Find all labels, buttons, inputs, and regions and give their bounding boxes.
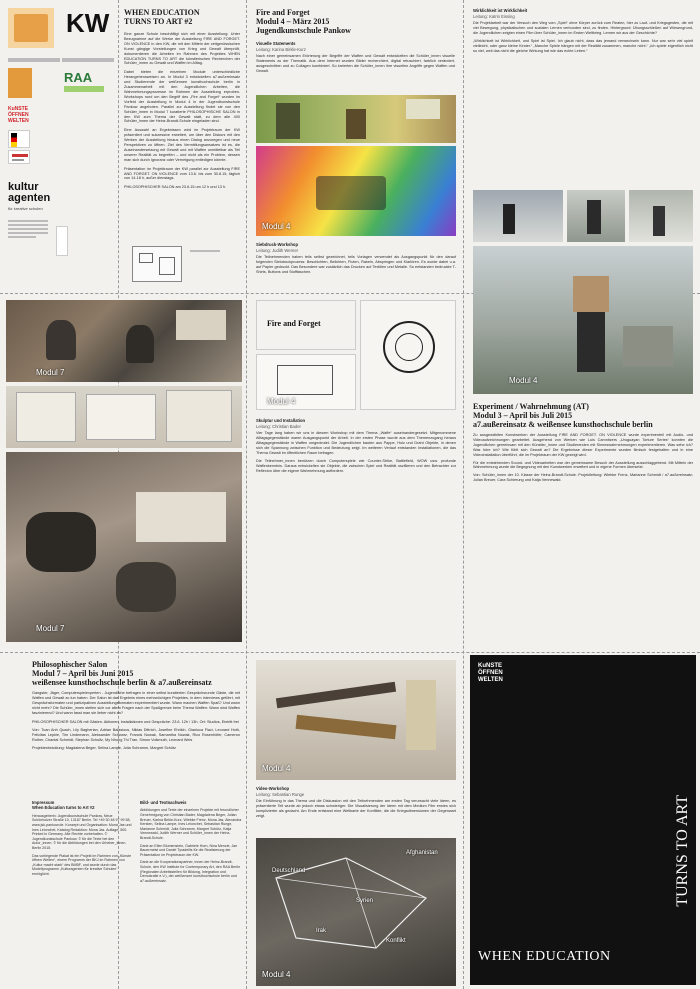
modul-4-title: Modul 4 – März 2015 [256, 17, 330, 26]
wirklichkeit-quotes: „Wirklichkeit ist Wirklichkeit, und Spiel ist Spiel. Ich glaub nicht, dass das jemand verwechseln kann. Nur war sehr viel spielt vielleicht, oder ganz kleine Kinder.“ „Manche Spiele hängen mit der Realität zusammen, manche nicht.“ „Ich spiele eigentlich nicht so viel, weil das nicht die gleiche Wirkung hat wie das echte Leben.“ [473, 39, 693, 53]
wirklichkeit-title: Wirklichkeit ist Wirklichkeit [473, 8, 528, 13]
logo-caption [8, 58, 60, 62]
video-workshop-text: Die Einführung in das Thema und die Diskussion mit den Teilnehmenden am ersten Tag verursacht viele Ideen, es präsentierte Teil wurde ab jedoch etwas schwieriger. Die Visualisierung der Ideen mit dem Medium Film erwies sich komplizierter als gedacht. Am Ende entstand eine Weltkarte der Konflikte, die die Kriegsdimensionen der Gegenwart zeigt. [256, 799, 456, 819]
poster-main-title: WHEN EDUCATION [478, 949, 611, 964]
skulptur-lead: Leitung: Christian Bader [256, 424, 301, 430]
partner-logo-jsk [8, 68, 32, 98]
jsk-pankow-title: Jugendkunstschule Pankow [256, 26, 351, 35]
credits-section [140, 800, 242, 883]
salon-title: Philosophischer Salon [32, 660, 108, 669]
salon-credits: Von: Tuan Anh Quach, Lily Bagherian, Adrian Balasious, Niklas Dittrich, Josefine Ehrlich, Gianluca Flaci, Leonard Hoth, Felicitas Lepkie, Tim Lindemann, Aleksander Schwarz, Francis Nowak, Samantha Nowak, Rico Rosenhöfer, Cameron Rother, Chantal Schmidt, Stephan Schultz, My Nhung Thi Tran, Simon Volkmuth, Leonard Weis [32, 728, 240, 743]
partner-logo-orange [8, 8, 54, 48]
intro-paragraph-5: PHILOSOPHISCHER SALON am 23.6.15 um 12 h und 13 h. [124, 185, 227, 190]
floor-plan-sketch [132, 246, 182, 282]
credits-title: Bild- und Textnachweis [140, 800, 187, 805]
label-modul-4-wirk: Modul 4 [509, 376, 538, 385]
salon-section [32, 660, 240, 751]
intro-title [124, 8, 240, 26]
kofw-logo-small: KuNSTE ÖFFNEN WELTEN [8, 106, 29, 124]
intro-title-line2: TURNS TO ART #2 [124, 17, 193, 26]
experiment-text-2: Für die entstehenden Sound- und Videoarbeiten war der gemeinsame Besuch der Ausstellung ausschlaggebend. Mit Mitteln der Wahrnehmung wurde die Begegnung mit den Kunstwerken erweitert und in eigene Formen übersetzt. [473, 460, 693, 470]
salon-lead: Projektentwicklung: Magdalena Beger, Selina Lampe, Julia Schramm, Margret Schütz [32, 746, 176, 751]
label-modul-7-b: Modul 7 [36, 624, 65, 633]
intro-paragraph-4: Präsentation im Projektraum der KW parallel zur Ausstellung FIRE AND FORGET. ON VIOLENCE vom 13.6. bis zum 30.8.15, täglich von 14-18 h, außer dienstags. [124, 166, 240, 181]
siebdruck-print-target [360, 300, 456, 410]
salon-subtitle: Modul 7 – April bis Juni 2015 [32, 669, 134, 678]
label-modul-4-c: Modul 4 [262, 764, 291, 773]
label-modul-7-a: Modul 7 [36, 368, 65, 377]
intro-paragraph-2: Dabei bieten die einzelnen Module unterschiedliche Herangehensweisen an. In Modul 3 entwickelten a7.außereinsatz und Studierende der weißensee kunsthochschule berlin in Zusammenarbeit mit den Jugendlichen Arbeiten, die Wahrnehmungsprozesse im Rahmen der Ausstellung erproben. Workshops rund um den Begriff des „Fire and Forget“ wurden im Vorfeld der Ausstellung in Modul 4 in der Jugendkunstschule Pankow angeboten. Parallel zur Ausstellung findet sie von den Schüler_innen in Modul 7 kuratierte PHILOSOPHISCHE SALON in den KW zum Thema der Gewalt statt, zu dem alle 400 Schüler_innen der Heinz-Brandt-Schule eingeladen sind. [124, 70, 240, 124]
wirklichkeit-section [473, 8, 693, 54]
salon-text: Gangster, Jäger, Computerspielexperten - Jugendliche befragen in einer selbst kuratierten Gesprächsrunde Gäste, die mit Waffen und Gewalt zu tun haben. Der Salon ist das Ergebnis eines mehrwöchigen Projektes, in dem Interviews geführt, mit Gesprächsformaten und partizipativen Ausstellungsformaten experimentiert wurde. Wann machen Waffen Spaß? Und wann nicht mehr? Die Schüler_innen stellen sich vor allem Fragen nach der Spaßgrenze beim Thema Waffen: Wann sind Waffen faszinierend? Und wann fasst man sie lieber nicht an? [32, 691, 240, 715]
photo-poster-wall [6, 386, 242, 448]
photo-collage-soldiers [256, 95, 456, 143]
visual-statements-text: Nach einer gemeinsamen Erörterung der Begriffe der Waffen und Gewalt entwickelten die Schüler_innen visuelle Statements zu der Thematik. Aus dem Internet wurden Bilder recherchiert, digital retuschiert, farblich verändert, ausgeschnitten und zu Collagen kombiniert. So kreierten die Schüler_innen ihre visuellen Angriffe gegen Waffen und Gewalt. [256, 54, 455, 74]
sponsor-logo-vertical [56, 226, 68, 256]
experiment-credits: Von: Schüler_innen der 10. Klasse der Heinz-Brandt-Schule. Projektleitung: Wiebke Frenz, Marianne Schmidt / a7.außereinsatz; Julian Breuer, Cara Schierung und Katja Vennewald. [473, 473, 693, 483]
video-workshop-lead: Leitung: Sebastian Runge [256, 792, 305, 798]
skulptur-section [256, 418, 456, 474]
impressum-text-2: Das vorliegende Plakat ist ein Projekt im Rahmen von „Künste öffnen Welten“, einem Programm der BKJ im Rahmen von „Kultur macht stark“ des BMBF, und wurde durch das Modellprogramm „Kulturagenten für kreative Schulen“ ermöglicht. [32, 853, 132, 876]
kw-logo: KW [66, 8, 110, 38]
siebdruck-section [256, 242, 456, 275]
poster-title-to-art: TO ART [674, 795, 691, 851]
wirklichkeit-lead: Leitung: Katrin Eissing [473, 14, 515, 20]
salon-date: PHILOSOPHISCHER SALON mit Gästen. Aktionen, Installationen und Gespräche: 23.6. 12h / 13h. Ort: Studios, Eintritt frei [32, 719, 239, 724]
photo-wirklichkeit-2 [567, 190, 625, 242]
skulptur-text-2: Die Teilnehmer_innen benützen durch Computerspiele wie Counter-Strike, Battlefield, WOW usw. profunde Waffenkenntnis. Daraus entwickelten sie Objekte, die zwischen Spiel und Realität oszillieren und den Betrachter zur Reflexion über die eigene Wahrnehmung auffordern. [256, 458, 456, 473]
map-label-syrien: Syrien [356, 898, 374, 904]
photo-modul-7-workshop [6, 300, 242, 382]
visual-statements-lead: Leitung: Karina Birkle-Kurz [256, 47, 306, 53]
photo-wirklichkeit-3 [629, 190, 693, 242]
photo-wirklichkeit-1 [473, 190, 563, 242]
photo-video-map [256, 838, 456, 986]
siebdruck-print-1 [256, 300, 356, 350]
bkj-logo [8, 150, 30, 164]
poster-title-turns: TURNS [674, 854, 691, 907]
label-modul-4-d: Modul 4 [262, 970, 291, 979]
raa-logo-bar [64, 86, 104, 92]
experiment-section [473, 402, 693, 483]
map-label-irak: Irak [316, 928, 327, 934]
video-section [256, 786, 456, 819]
impressum-subtitle: When Education turns to Art #2 [32, 805, 95, 811]
siebdruck-text: Die Teilnehmenden haben teils selbst gezeichnet, teils Vorlagen verwendet als Ausgangspunkt für den darauf folgenden Siebdruckprozess: Beschichten, Belichten, Fluten, Rakeln, Abspringen und Klarlören. Es wurde dabei u.a. auf Papier gedruckt. Das Besondere war zusätzlich das Drucken auf Textilien und Metalle. So entstanden bedruckte T-Shirts, Buttons und Stofftaschen. [256, 255, 456, 275]
siebdruck-print-2 [256, 354, 356, 410]
label-modul-4-a: Modul 4 [262, 222, 291, 231]
logo-fine-print [8, 220, 48, 244]
poster-vertical-title [674, 795, 692, 907]
wirklichkeit-text: Die Projektarbeit war der Versuch den Weg vom „Spiel“ ohne Körper zurück zum Realen, hier zu Lauf- und Kriegsgesten, die mit viel Bewegung, physikalischen und sozialen Lernen verbunden sind, zu finden. Hintergrund: Übungsschießen auf Wiesengrund, die Jugendlichen zeigten einen Film über Schüler_innen im Ersten Weltkrieg. Lernen wir aus der Geschichte? [473, 21, 693, 36]
visual-statements-title: Visuelle Statements [256, 41, 296, 46]
map-label-deutschland: Deutschland [272, 868, 306, 874]
credits-text-3: Dank an die Kooperationspartner, innen der Heinz-Brandt-Schule, den KW Institute for Contemporary Art, den RAA Berlin (Regionalen Arbeitsstellen für Bildung, Integration und Demokratie e.V.), der weißensee kunsthochschule berlin und a7.außereinsatz. [140, 860, 241, 883]
kofw-logo-cover: KuNSTE ÖFFNEN WELTEN [478, 663, 503, 683]
raa-logo: RAA [64, 70, 93, 85]
bmbf-logo [8, 130, 30, 148]
siebdruck-art-text: Fire and Forget [267, 319, 321, 328]
experiment-title: Experiment / Wahrnehmung (AT) [473, 402, 589, 411]
label-modul-4-b: Modul 4 [267, 397, 296, 406]
intro-paragraph-3: Eine Auswahl an Ergebnissen wird im Projektraum der KW präsentiert und sukzessive erweitert, um über den Diskurs mit den Werken der Ausstellung hinaus einen Dialog anzuregen und neue Perspektiven zu öffnen. Ziel des Vermittlungsansatzes ist es, die Auseinandersetzung mit Gewalt und mit Waffen unmittelbar als Teil unserer Realität zu begreifen – und nicht als ein Problem, dessen man sich durch Ignoranz oder Verneigung entledigen könnte. [124, 128, 240, 162]
credits-text-2: Dank an Ellen Blumenstein, Gabriele Horn, Nina Menzie, Jan Bauermeist und Daniel Tyradellis für die Realisierung der Präsentation im Projektraum der KW. [140, 843, 238, 857]
siebdruck-lead: Leitung: Judith Werner [256, 248, 299, 254]
intro-paragraph-1: Eine ganze Schule beschäftigt sich mit einer Ausstellung: Unter Bezugnahme auf die Werke der Ausstellung FIRE AND FORGET. ON VIOLENCE in den KW, die mit den Mitteln der zeitgenössischen Kunst gängige Vorstellungen von Krieg und Gewalt überprüft, dokumentieren die Arbeiten im Rahmen des Projektes WHEN EDUCATION TURNS TO ART die künstlerischen Recherchen der Schüler_innen zu Gewalt und Waffen im Alltag. [124, 32, 240, 66]
kulturagenten-logo: kultur agenten [8, 181, 51, 204]
credits-text: Abbildungen und Texte der einzelnen Projekte mit freundlicher Genehmigung von Christian Bader, Magdalena Beger, Julian Breuer, Karina Birkle-Kurz, Wiebke Frenz, Mona Jas, Alexandra Kersten, Selina Lampe, Ines Lelonchet, Sebastian Runge, Marianne Schmidt, Julia Schramm, Margret Schütz, Katja Vennewald, Judith Werner und Schüler_innen der Heinz-Brandt-Schule. [140, 808, 242, 840]
photo-skulptur-weapons [256, 660, 456, 780]
photo-wirklichkeit-box-heads [473, 246, 693, 394]
kulturagenten-sub: für kreative schulen [8, 206, 43, 211]
photo-collage-rainbow [256, 146, 456, 236]
modul-3-title: Modul 3 – April bis Juli 2015 [473, 411, 573, 420]
map-label-afghanistan: Afghanistan [406, 850, 438, 856]
poster-cover-panel [470, 655, 696, 985]
modul-3-venue: a7.außereinsatz & weißensee kunsthochschule berlin [473, 420, 653, 429]
impressum-text: Herausgeberin: Jugendkunstschule Pankow, Neue Schönholzer Straße 10, 13187 Berlin. Tel +49 30 48 97 99 58, www.jsk-pankow.de. Konzept und Organisation: Mona Jas und Ines Lelonchet, Katalog Redaktion: Mona Jas. Auflage: 500. Printed in Germany. Alle Rechte vorbehalten. © Jugendkunstschule Pankow. © für die Texte bei den Autor_innen. © für die Abbildungen bei den Urheber_innen. Berlin 2015. [32, 813, 132, 850]
photo-modul-7-salon [6, 452, 242, 642]
floor-plan-caption [190, 250, 220, 252]
video-workshop-title: Video-Workshop [256, 786, 290, 791]
map-lines-svg [256, 838, 456, 986]
intro-title-line1: WHEN EDUCATION [124, 8, 200, 17]
salon-venue: weißensee kunsthochschule berlin & a7.außereinsatz [32, 678, 212, 687]
skulptur-text: Vier Tage lang haben wir uns in diesem Workshop mit dem Thema „Waffe“ auseinandergesetzt. Mitgenommene Alltagsgegenstände waren Ausgangspunkt der Arbeit. In der ersten Phase wurde aus dem Themenzugang heraus Alltagsgegenstände in Waffen umgedeutet. Die Jugendlichen bauten aus Pappe, Holz und Draht Objekte, in denen sich die Spannung zwischen Funktion und Bedeutung zeigt. Im weiteren Verlauf entstanden Installationen, die das Thema Gewalt im öffentlichen Raum befragen. [256, 431, 456, 456]
impressum-title: Impressum [32, 800, 55, 805]
logo-caption-2 [62, 58, 114, 62]
fire-forget-title: Fire and Forget [256, 8, 310, 17]
skulptur-title: Skulptur und Installation [256, 418, 306, 423]
siebdruck-title: Siebdruck-Workshop [256, 242, 299, 247]
map-label-konflikt: Konflikt [386, 938, 406, 944]
impressum-section [32, 800, 132, 877]
experiment-text: Zu ausgewählten Kunstwerken der Ausstellung FIRE AND FORGET. ON VIOLENCE wurde experimentell mit Audio- und Videoaufzeichnungen gearbeitet. Ausgehend von Werken wie Luis Camnitzers „Uruguayan Torture Series“ konnten die Jugendlichen gemeinsam mit den Künstler_innen und Studierenden mit Sinneswahrnehmungen experimentieren. Was sehe ich? Was höre ich? Wie fühlt sich Gewalt an? Die Ergebnisse dieser Experimente wurden filmisch festgehalten und in eine Videoinstallation überführt, die im Projektraum der KW gezeigt wird. [473, 433, 693, 457]
fold-line-v3 [463, 0, 464, 989]
